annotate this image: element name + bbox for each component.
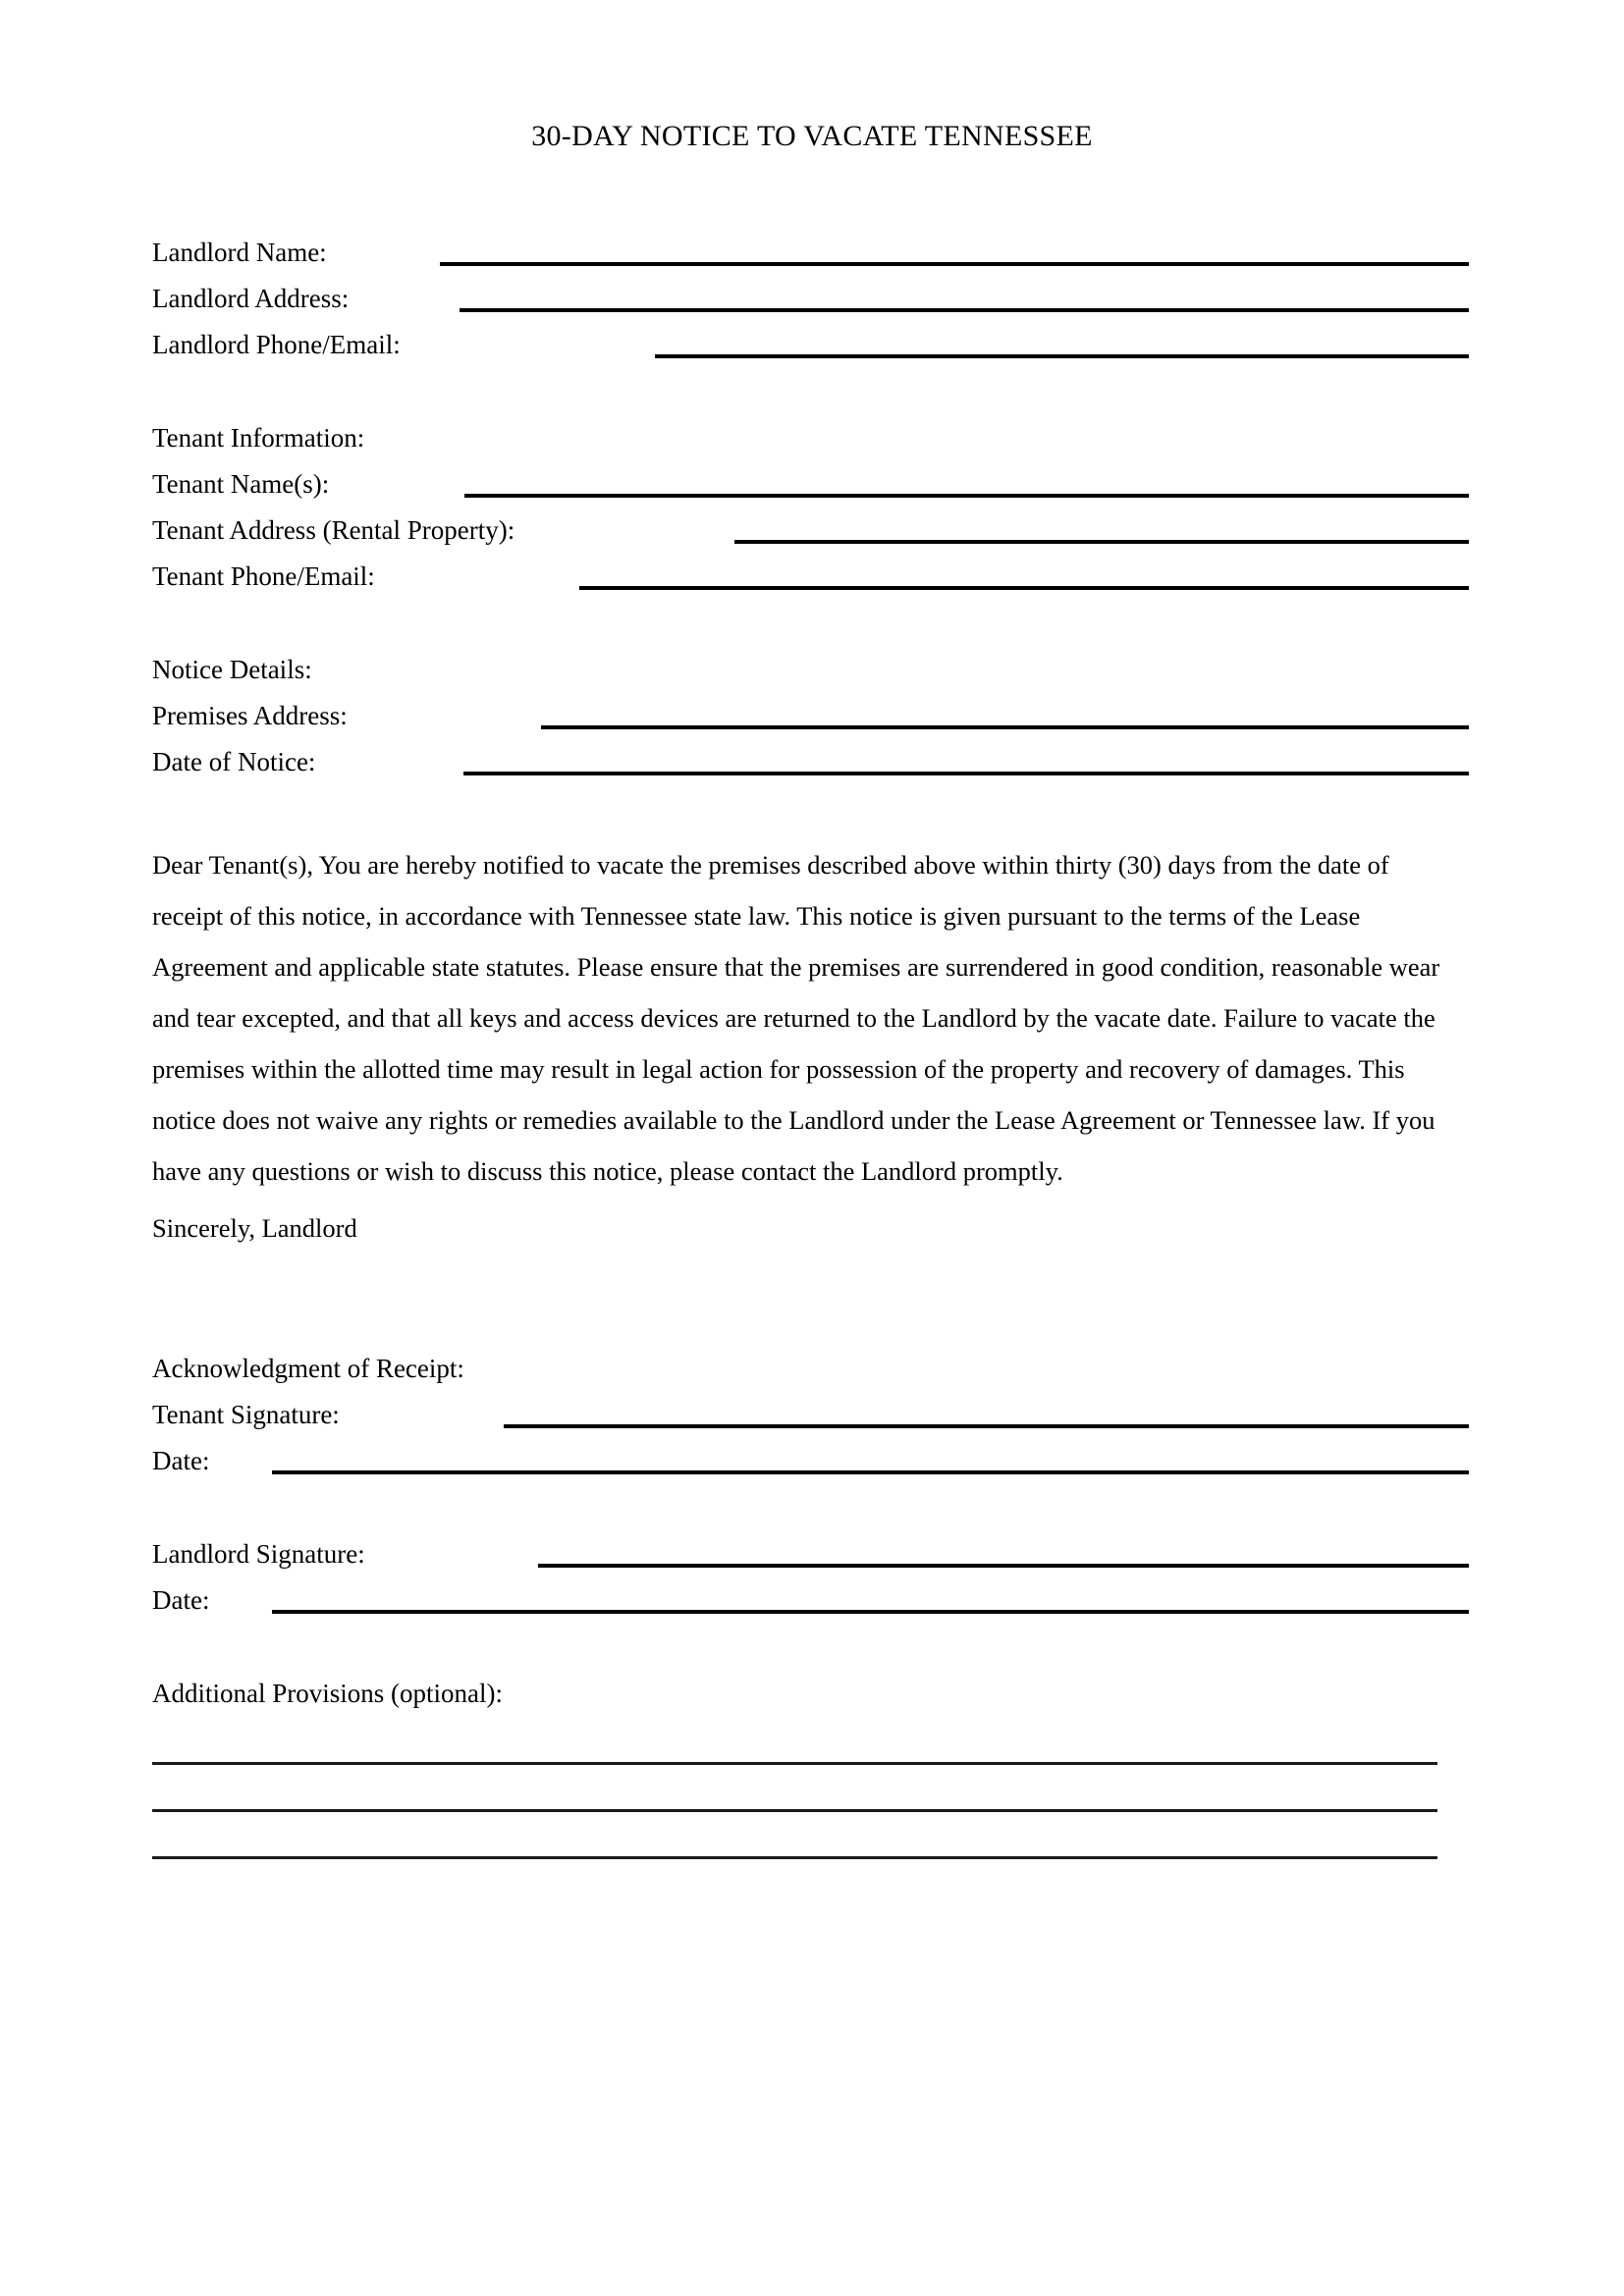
landlord-signature-input-line[interactable] <box>538 1564 1469 1568</box>
notice-body-paragraph: Dear Tenant(s), You are hereby notified to vacate the premises described above within thirty (30) days from the date of receipt of this notice, in accordance with Tennessee state law. This notice is given pursuant to the terms of the Lease Agreement and applicable state statutes. Please ensure that the premises are surrendered in good condition, reasonable wear and tear excepted, and that all keys and access devices are returned to the Landlord by the vacate date. Failure to vacate the premises within the allotted time may result in legal action for possession of the property and recovery of damages. This notice does not waive any rights or remedies available to the Landlord under the Lease Agreement or Tennessee law. If you have any questions or wish to discuss this notice, please contact the Landlord promptly. <box>152 850 1440 1186</box>
landlord-name-input-line[interactable] <box>440 262 1469 266</box>
field-row-landlord-phone-email <box>152 328 1527 361</box>
notice-body <box>152 839 1463 1197</box>
field-row-tenant-phone-email <box>152 560 1527 593</box>
tenant-address-input-line[interactable] <box>734 540 1469 544</box>
landlord-phone-email-label: Landlord Phone/Email: <box>152 330 401 359</box>
landlord-signature-label: Landlord Signature: <box>152 1539 365 1569</box>
premises-address-input-line[interactable] <box>541 725 1469 729</box>
additional-provisions-heading-row <box>152 1677 1527 1710</box>
landlord-name-label: Landlord Name: <box>152 238 327 267</box>
field-row-tenant-names <box>152 467 1527 501</box>
field-row-date-of-notice <box>152 745 1527 778</box>
landlord-date-label: Date: <box>152 1585 210 1615</box>
tenant-address-label: Tenant Address (Rental Property): <box>152 515 515 545</box>
additional-provisions-heading: Additional Provisions (optional): <box>152 1679 503 1708</box>
additional-provisions-blank-line-2[interactable] <box>152 1809 1437 1812</box>
landlord-phone-email-input-line[interactable] <box>655 354 1469 358</box>
acknowledgment-heading: Acknowledgment of Receipt: <box>152 1354 464 1383</box>
tenant-date-input-line[interactable] <box>272 1470 1469 1474</box>
field-row-landlord-date <box>152 1583 1527 1617</box>
landlord-address-label: Landlord Address: <box>152 284 350 313</box>
notice-details-heading-row <box>152 653 1527 686</box>
additional-provisions-blank-line-1[interactable] <box>152 1762 1437 1765</box>
tenant-names-label: Tenant Name(s): <box>152 469 330 499</box>
field-row-tenant-address <box>152 513 1527 547</box>
landlord-date-input-line[interactable] <box>272 1610 1469 1614</box>
field-row-tenant-signature <box>152 1398 1527 1431</box>
tenant-phone-email-input-line[interactable] <box>579 586 1469 590</box>
tenant-phone-email-label: Tenant Phone/Email: <box>152 561 375 591</box>
acknowledgment-heading-row <box>152 1352 1527 1385</box>
tenant-names-input-line[interactable] <box>464 494 1469 498</box>
premises-address-label: Premises Address: <box>152 701 348 730</box>
field-row-tenant-date <box>152 1444 1527 1477</box>
tenant-information-heading: Tenant Information: <box>152 423 365 453</box>
landlord-address-input-line[interactable] <box>460 308 1469 312</box>
field-row-landlord-address <box>152 282 1527 315</box>
notice-details-heading: Notice Details: <box>152 655 312 684</box>
notice-sign-off: Sincerely, Landlord <box>152 1213 357 1243</box>
date-of-notice-input-line[interactable] <box>463 772 1469 775</box>
tenant-date-label: Date: <box>152 1446 210 1475</box>
tenant-information-heading-row <box>152 421 1527 454</box>
additional-provisions-blank-line-3[interactable] <box>152 1856 1437 1859</box>
page-title: 30-DAY NOTICE TO VACATE TENNESSEE <box>531 120 1093 152</box>
tenant-signature-input-line[interactable] <box>504 1424 1469 1428</box>
date-of-notice-label: Date of Notice: <box>152 747 316 776</box>
field-row-landlord-signature <box>152 1537 1527 1571</box>
field-row-landlord-name <box>152 236 1527 269</box>
field-row-premises-address <box>152 699 1527 732</box>
tenant-signature-label: Tenant Signature: <box>152 1400 340 1429</box>
